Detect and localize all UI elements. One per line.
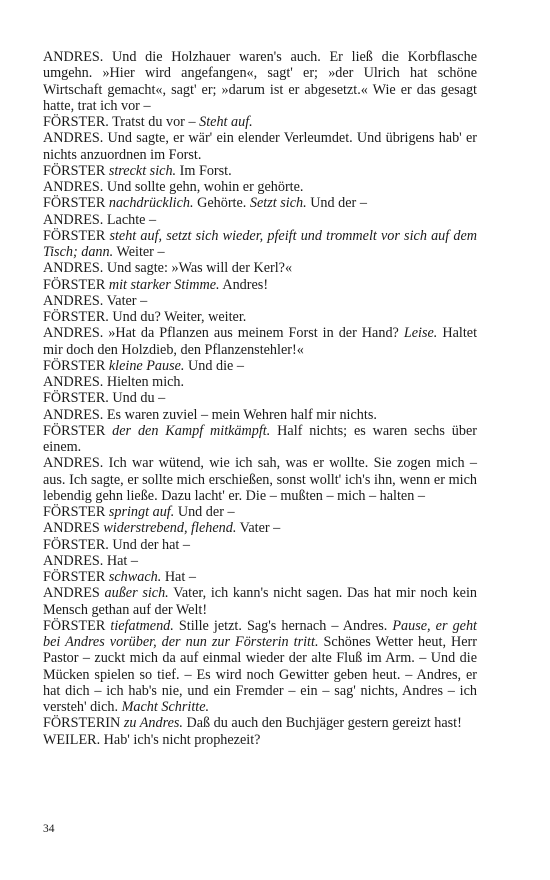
dialogue-text: Hat –	[161, 569, 196, 585]
dialogue-line	[43, 228, 477, 261]
dialogue-line	[43, 585, 477, 618]
stage-direction: tiefatmend.	[110, 617, 174, 634]
dialogue-line	[43, 537, 477, 553]
dialogue-line	[43, 374, 477, 390]
page-number: 34	[43, 823, 55, 835]
stage-direction: Setzt sich.	[249, 195, 307, 212]
dialogue-text: ANDRES. Lachte –	[43, 211, 157, 228]
dialogue-text: Half nichts; es waren sechs über einem.	[43, 422, 477, 455]
dialogue-line	[43, 114, 477, 130]
dialogue-text: WEILER. Hab' ich's nicht prophezeit?	[43, 731, 261, 748]
dialogue-text: FÖRSTER	[43, 162, 109, 179]
dialogue-text: ANDRES. Und sagte, er wär' ein elender Verleumdet. Und übrigens hab' er nichts anzuordnen im Forst.	[43, 130, 477, 163]
dialogue-text: Haltet mir doch den Holzdieb, den Pflanzenstehler!«	[43, 325, 478, 358]
stage-direction: steht auf, setzt sich wieder, pfeift und trommelt vor sich auf dem Tisch; dann.	[43, 227, 477, 260]
dialogue-text: FÖRSTER	[43, 617, 111, 634]
dialogue-text: Andres!	[219, 276, 269, 293]
stage-direction: Pause, er geht bei Andres vorüber, der nun zur Försterin tritt.	[43, 617, 477, 650]
dialogue-line	[43, 618, 477, 716]
dialogue-line	[43, 569, 477, 585]
dialogue-text: ANDRES. Hat –	[43, 552, 138, 569]
dialogue-line	[43, 130, 477, 163]
dialogue-text: FÖRSTER. Tratst du vor –	[43, 114, 200, 130]
stage-direction: widerstrebend, flehend.	[103, 520, 237, 537]
dialogue-text: Daß du auch den Buchjäger gestern gereizt hast!	[182, 715, 462, 732]
stage-direction: Macht Schritte.	[121, 699, 210, 715]
stage-direction: nachdrücklich.	[108, 195, 194, 212]
dialogue-text: FÖRSTER	[43, 276, 109, 293]
dialogue-text: Vater, ich kann's nicht sagen. Das hat mir noch kein Mensch gethan auf der Welt!	[43, 585, 477, 618]
dialogue-line	[43, 455, 477, 504]
dialogue-text: ANDRES. »Hat da Pflanzen aus meinem Forst in der Hand?	[43, 325, 404, 342]
stage-direction: Leise.	[403, 325, 438, 342]
stage-direction: Steht auf.	[199, 114, 253, 130]
dialogue-text: ANDRES	[43, 520, 104, 537]
dialogue-line	[43, 293, 477, 309]
dialogue-line	[43, 504, 477, 520]
dialogue-text: ANDRES. Und sagte: »Was will der Kerl?«	[43, 260, 293, 277]
dialogue-text: FÖRSTER	[43, 422, 113, 439]
stage-direction: der den Kampf mitkämpft.	[112, 422, 271, 439]
dialogue-text: FÖRSTER. Und der hat –	[43, 536, 190, 553]
dialogue-text: Schönes Wetter heut, Herr Pastor – zuckt mich da auf einmal wieder der alte Fluß im Arm. – Und die Mücken spielen so tief. – Es wird noch Gewitter geben heut. – Andres, er hat dich – ich hab's nie, und ein Fremder – ein – sag' nichts, Andres – ich versteh' dich.	[43, 634, 478, 715]
dialogue-text: ANDRES. Hielten mich.	[43, 374, 185, 390]
dialogue-line	[43, 179, 477, 195]
dialogue-text: FÖRSTER	[43, 195, 109, 212]
dialogue-line	[43, 732, 477, 748]
stage-direction: schwach.	[108, 569, 162, 585]
dialogue-text: Im Forst.	[176, 162, 232, 179]
dialogue-text: Weiter –	[113, 244, 165, 260]
stage-direction: außer sich.	[104, 585, 169, 602]
dialogue-text: ANDRES. Und die Holzhauer waren's auch. Er ließ die Korbflasche umgehn. »Hier wird angefangen«, sagt' er; »der Ulrich hat schöne Wirtschaft gemacht«, sagt' er; »darum ist er abgesetzt.« Wie er das gesagt hatte, trat ich vor –	[43, 49, 477, 114]
dialogue-line	[43, 553, 477, 569]
stage-direction: mit starker Stimme.	[108, 276, 220, 293]
stage-direction: zu Andres.	[123, 715, 183, 732]
dialogue-text: ANDRES. Vater –	[43, 292, 148, 309]
dialogue-text: FÖRSTER	[43, 504, 109, 520]
stage-direction: springt auf.	[108, 504, 175, 520]
dialogue-text: FÖRSTER. Und du? Weiter, weiter.	[43, 309, 247, 325]
stage-direction: kleine Pause.	[108, 357, 185, 374]
stage-direction: streckt sich.	[108, 162, 177, 179]
play-text	[43, 49, 477, 748]
dialogue-text: Gehörte.	[193, 195, 250, 212]
dialogue-line	[43, 423, 477, 456]
dialogue-text: FÖRSTER	[43, 569, 109, 585]
dialogue-line	[43, 163, 477, 179]
dialogue-line	[43, 260, 477, 276]
dialogue-text: ANDRES. Und sollte gehn, wohin er gehörte.	[43, 179, 304, 195]
dialogue-line	[43, 390, 477, 406]
dialogue-line	[43, 358, 477, 374]
dialogue-text: Stille jetzt. Sag's hernach – Andres.	[173, 617, 393, 634]
dialogue-line	[43, 212, 477, 228]
dialogue-text: Und der –	[306, 195, 367, 212]
dialogue-line	[43, 325, 477, 358]
dialogue-text: ANDRES. Es waren zuviel – mein Wehren half mir nichts.	[43, 406, 377, 423]
dialogue-line	[43, 407, 477, 423]
dialogue-line	[43, 277, 477, 293]
dialogue-line	[43, 715, 477, 731]
dialogue-text: FÖRSTER. Und du –	[43, 390, 166, 407]
dialogue-text: FÖRSTER	[43, 357, 109, 374]
dialogue-text: ANDRES	[43, 585, 105, 602]
dialogue-text: FÖRSTER	[43, 227, 110, 244]
dialogue-text: ANDRES. Ich war wütend, wie ich sah, was er wollte. Sie zogen mich – aus. Ich sagte, er sollte mich erschießen, sonst wollt' ich's ihn, wenn er mich lebendig gehn ließe. Dazu lacht' er. Die – mußten – mich – halten –	[43, 455, 477, 504]
dialogue-text: FÖRSTERIN	[43, 715, 124, 732]
dialogue-text: Und die –	[184, 357, 244, 374]
dialogue-line	[43, 520, 477, 536]
dialogue-line	[43, 309, 477, 325]
dialogue-line	[43, 195, 477, 211]
dialogue-line	[43, 49, 477, 114]
dialogue-text: Vater –	[236, 520, 281, 537]
dialogue-text: Und der –	[174, 504, 235, 520]
